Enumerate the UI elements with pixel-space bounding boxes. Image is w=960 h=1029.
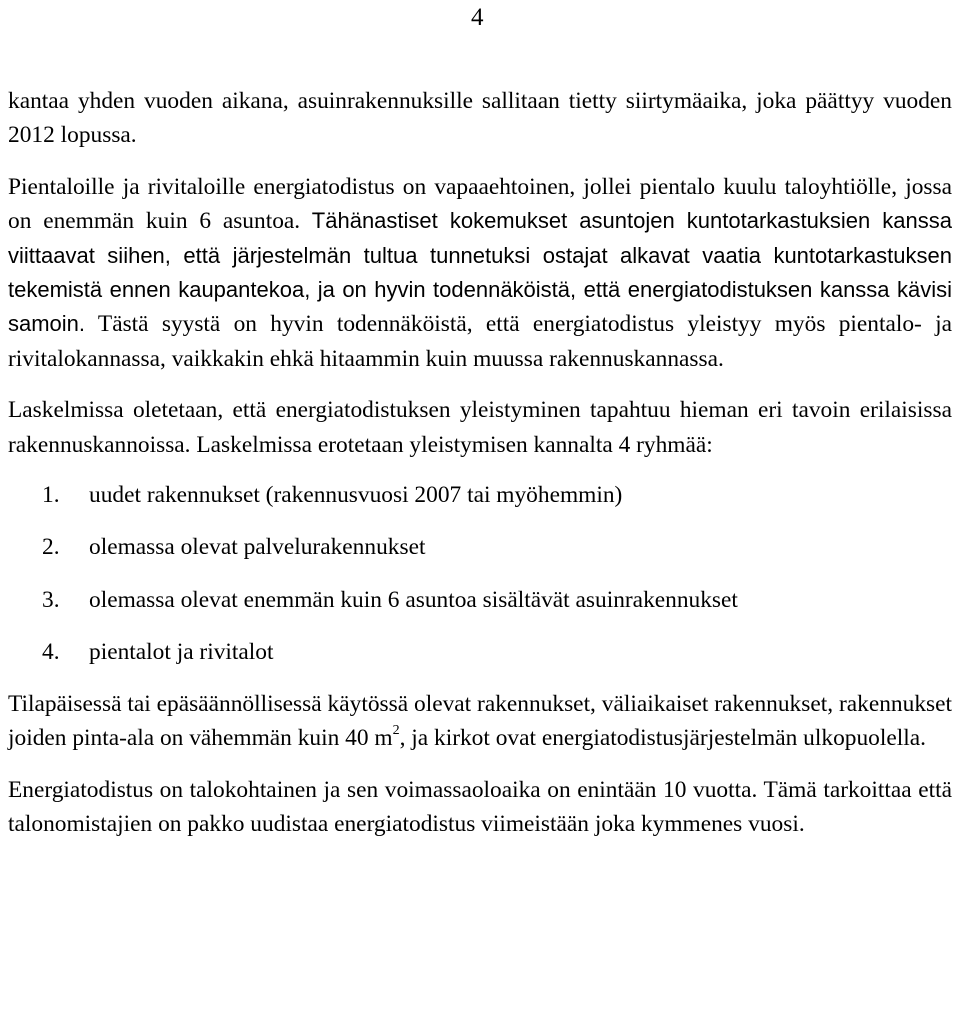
paragraph-excluded-buildings bbox=[8, 687, 952, 756]
list-item bbox=[8, 478, 952, 512]
building-group-list bbox=[8, 478, 952, 670]
page-body bbox=[8, 84, 952, 841]
list-item bbox=[8, 530, 952, 564]
paragraph-small-houses-part2: Tähänastiset kokemukset asuntojen kuntotarkastuksien kanssa viittaavat siihen, että järjestelmän tultua tunnetuksi ostajat alkavat vaatia kuntotarkastuksen tekemistä ennen kaupantekoa, ja on hyvin todennäköistä, että energiatodistuksen kanssa kävisi samoin. bbox=[8, 208, 952, 337]
paragraph-excluded-part1: Tilapäisessä tai epäsäännöllisessä käytössä olevat rakennukset, väliaikaiset rakennukset, rakennukset joiden pinta-ala on vähemmän kuin 40 m bbox=[8, 690, 952, 752]
list-item-text: olemassa olevat palvelurakennukset bbox=[89, 534, 426, 561]
list-item-number: 2. bbox=[42, 534, 60, 561]
list-item-text: olemassa olevat enemmän kuin 6 asuntoa sisältävät asuinrakennukset bbox=[89, 586, 738, 613]
list-item-number: 1. bbox=[42, 482, 60, 509]
paragraph-excluded-part2: , ja kirkot ovat energiatodistusjärjestelmän ulkopuolella. bbox=[399, 725, 926, 752]
paragraph-calculation-groups: Laskelmissa oletetaan, että energiatodistuksen yleistyminen tapahtuu hieman eri tavoin erilaisissa rakennuskannoissa. Laskelmissa erotetaan yleistymisen kannalta 4 ryhmää: bbox=[8, 397, 952, 458]
page-number: 4 bbox=[471, 4, 484, 31]
paragraph-validity-period: Energiatodistus on talokohtainen ja sen voimassaoloaika on enintään 10 vuotta. Tämä tarkoittaa että talonomistajien on pakko uudistaa energiatodistus viimeistään joka kymmenes vuosi. bbox=[8, 776, 952, 837]
paragraph-small-houses-part1: Pientaloille ja rivitaloille energiatodistus on vapaaehtoinen, jollei pientalo kuulu taloyhtiölle, jossa on enemmän kuin 6 asuntoa. bbox=[8, 173, 952, 235]
paragraph-transition-period: kantaa yhden vuoden aikana, asuinrakennuksille sallitaan tietty siirtymäaika, joka päättyy vuoden 2012 lopussa. bbox=[8, 88, 952, 149]
list-item-number: 4. bbox=[42, 639, 60, 666]
list-item-text: uudet rakennukset (rakennusvuosi 2007 tai myöhemmin) bbox=[89, 482, 623, 509]
paragraph-small-houses bbox=[8, 170, 952, 376]
list-item-text: pientalot ja rivitalot bbox=[89, 639, 274, 666]
list-item-number: 3. bbox=[42, 586, 60, 613]
list-item bbox=[8, 635, 952, 669]
list-item bbox=[8, 583, 952, 617]
paragraph-small-houses-part3: Tästä syystä on hyvin todennäköistä, että energiatodistus yleistyy myös pientalo- ja rivitalokannassa, vaikkakin ehkä hitaammin kuin muussa rakennuskannassa. bbox=[8, 311, 952, 372]
superscript-two: 2 bbox=[392, 721, 400, 738]
